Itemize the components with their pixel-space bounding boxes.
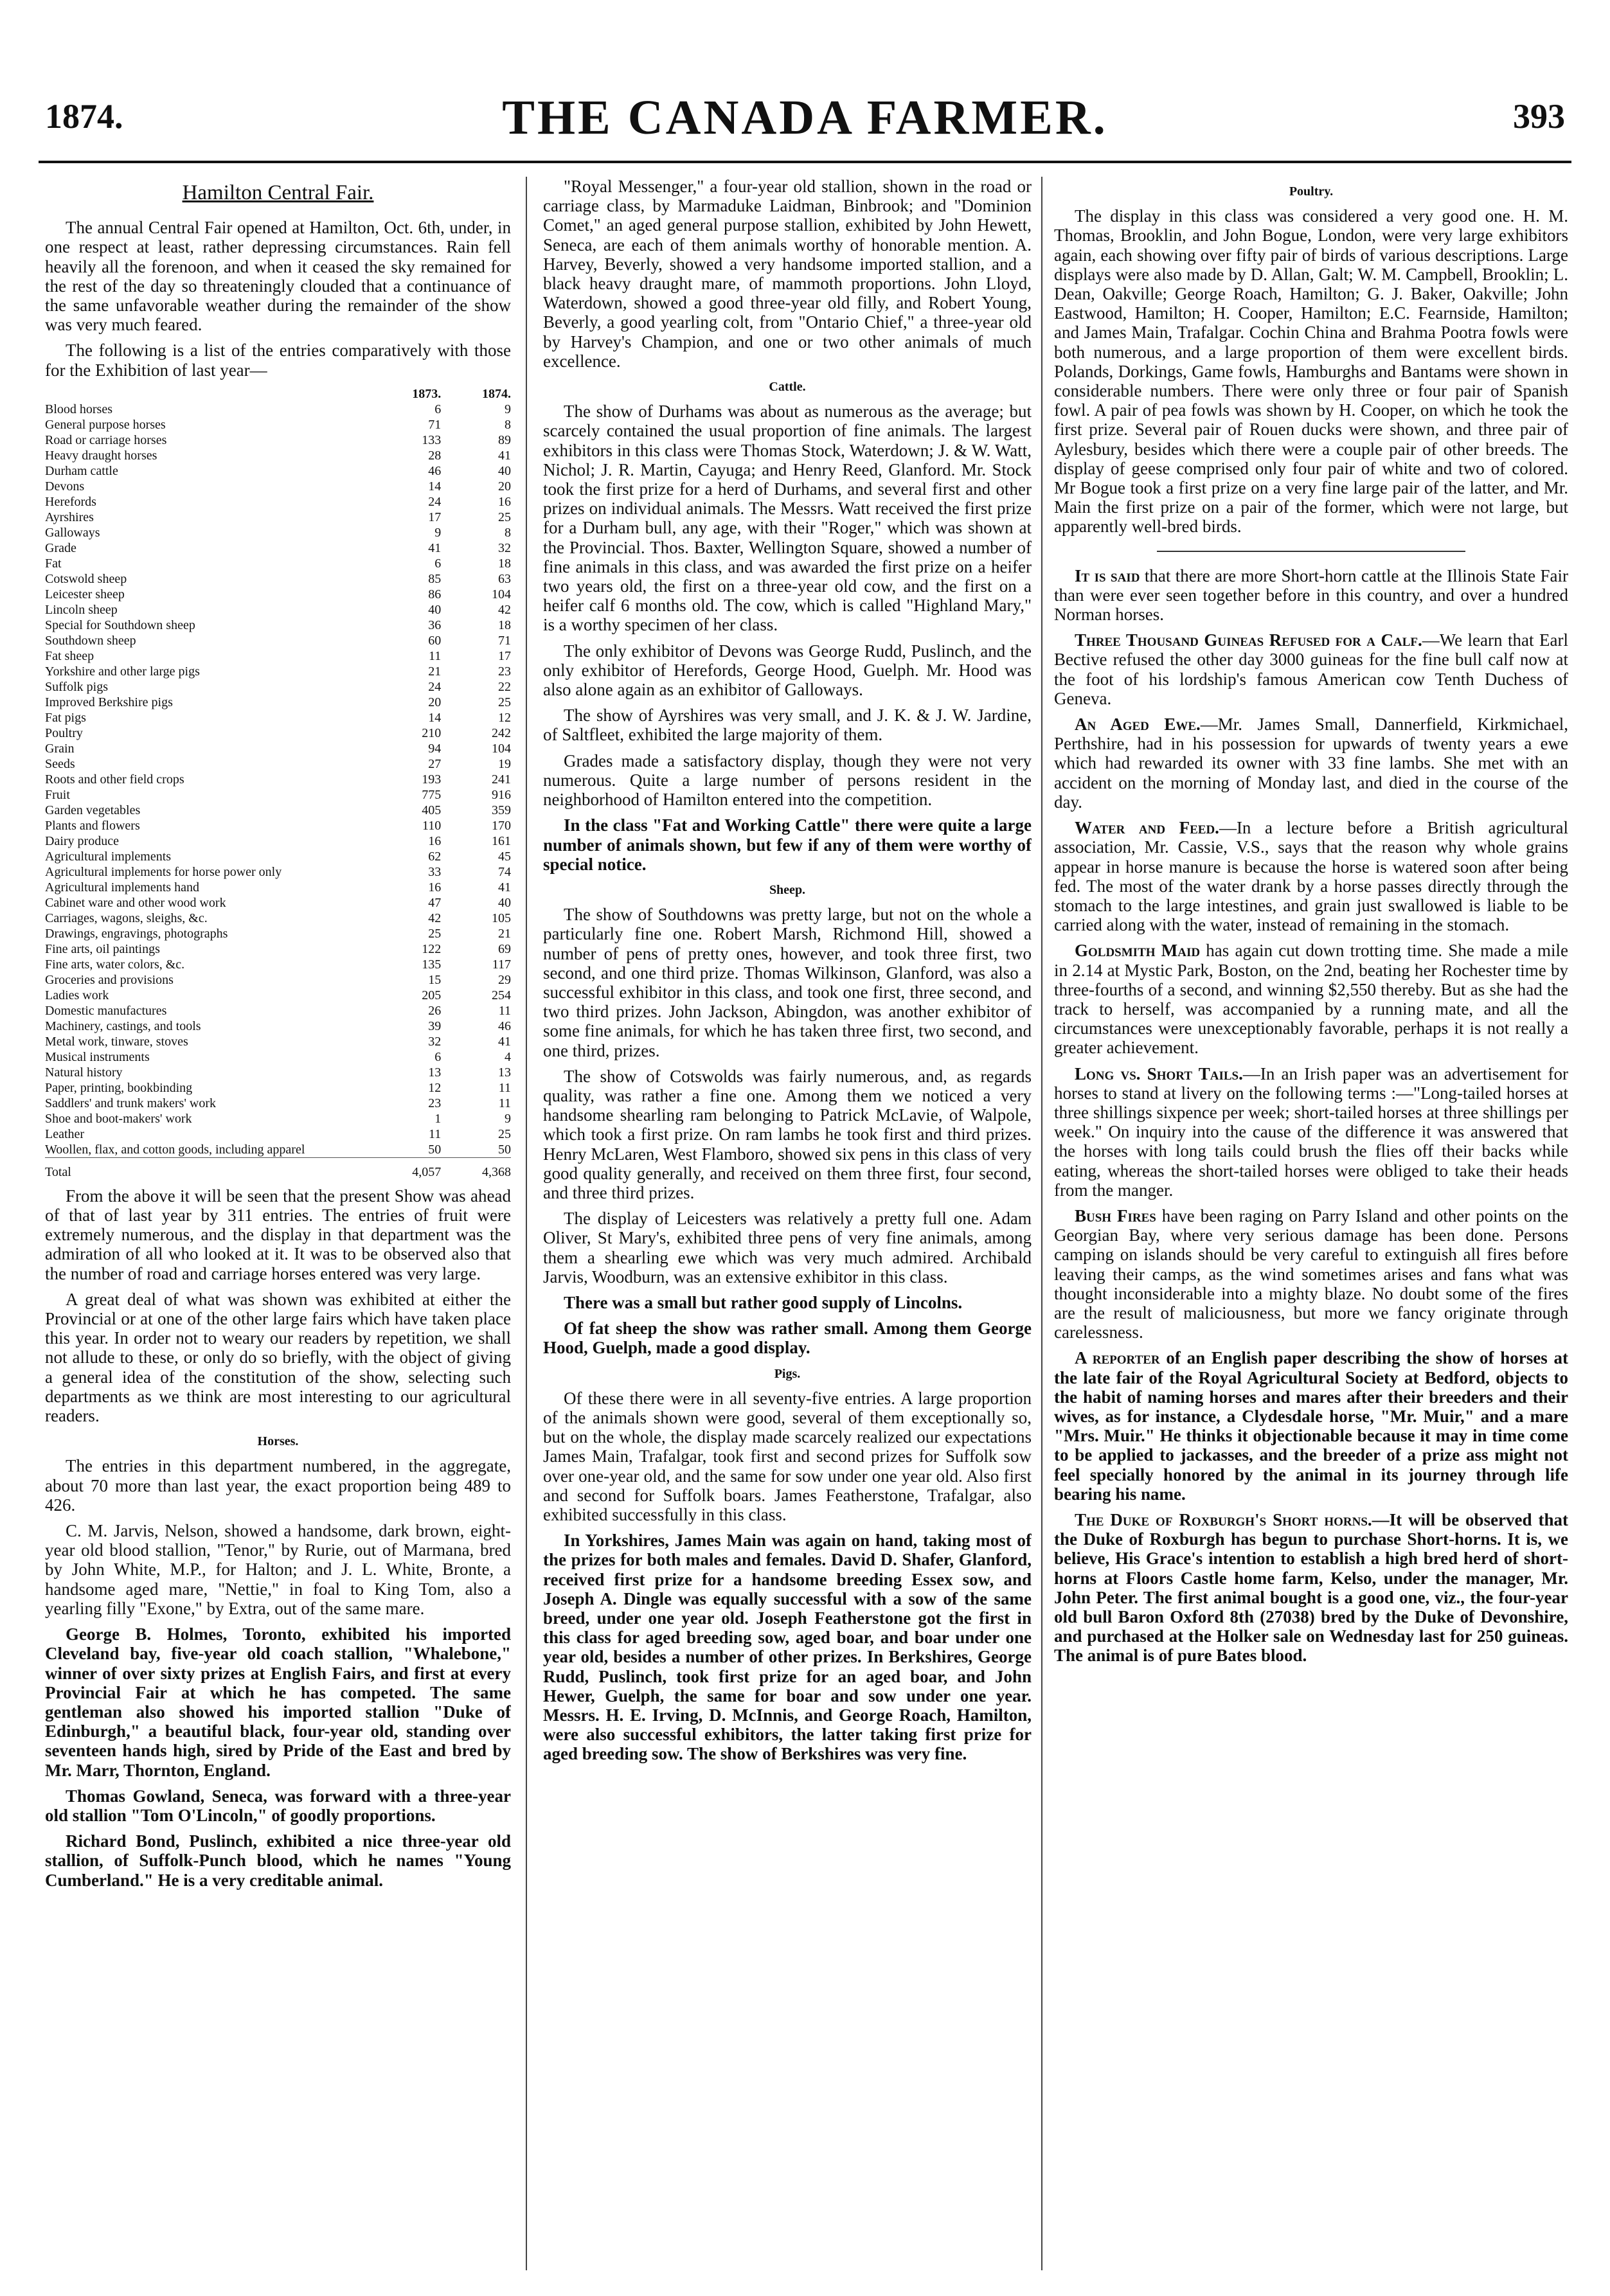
paragraph: In the class "Fat and Working Cattle" there were quite a large number of animals shown, but few if any of them were worthy of special notice. xyxy=(543,815,1032,874)
section-heading: Horses. xyxy=(257,1434,299,1449)
cell-value: 24 xyxy=(428,679,442,694)
paragraph: The annual Central Fair opened at Hamilton, Oct. 6th, under, in one respect at least, rather depressing circumstances. Rain fell heavily all the forenoon, and when it ceased the sky remained for the rest of the day so threateningly clouded that a continuance of the same unfavorable weather during the remainder of the show was very much feared. xyxy=(45,218,511,335)
cell-value: 14 xyxy=(428,710,442,725)
news-item-lead: Bush Fires xyxy=(1075,1206,1156,1225)
row-label: Heavy draught horses xyxy=(45,448,157,463)
cell-value: 27 xyxy=(428,756,442,771)
table-row xyxy=(45,972,511,988)
cell-value: 14 xyxy=(428,479,442,494)
table-row xyxy=(45,1080,511,1096)
cell-value: 36 xyxy=(428,618,442,632)
news-item-text: —We learn that Earl Bective refused the other day 3000 guineas for the fine bull calf now at the foot of his lordship's famous American cow Tenth Duchess of Geneva. xyxy=(1054,630,1568,708)
cell-value: 45 xyxy=(498,849,511,864)
row-label: Fat sheep xyxy=(45,648,94,663)
cell-value: 22 xyxy=(498,679,511,694)
row-label: Grade xyxy=(45,540,76,555)
table-row xyxy=(45,571,511,587)
news-item xyxy=(1054,630,1568,708)
table-row xyxy=(45,633,511,648)
cell-value: 71 xyxy=(498,633,511,648)
table-row xyxy=(45,618,511,633)
cell-value: 105 xyxy=(492,911,511,925)
table-row xyxy=(45,941,511,957)
news-item xyxy=(1054,1064,1568,1200)
cell-value: 41 xyxy=(498,1034,511,1049)
row-label: Blood horses xyxy=(45,402,112,416)
cell-value: 170 xyxy=(492,818,511,833)
row-label: Fine arts, oil paintings xyxy=(45,941,160,956)
table-row xyxy=(45,695,511,710)
cell-value: 69 xyxy=(498,941,511,956)
cell-value: 9 xyxy=(434,525,442,540)
page-number: 393 xyxy=(1513,97,1565,136)
cell-value: 71 xyxy=(428,417,442,432)
table-header-row xyxy=(45,386,511,402)
cell-value: 9 xyxy=(505,402,511,416)
paragraph: In Yorkshires, James Main was again on hand, taking most of the prizes for both males and females. David D. Shafer, Glanford, received first prize for a handsome breeding Essex sow, and Joseph A. Dingle was equally successful with a sow of the same breed, under one year old. Joseph Featherstone got the first in this class for aged breeding sow, aged boar, and boar under one year old, besides a number of other prizes. In Berkshires, George Rudd, Puslinch, took first prize for an aged boar, and John Hewer, Guelph, the same for boar and sow under one year. Messrs. H. E. Irving, D. McInnis, and George Roach, Hamilton, were also successful exhibitors, the latter taking first prize for aged breeding sow. The show of Berkshires was very fine. xyxy=(543,1531,1032,1764)
cell-value: 18 xyxy=(498,618,511,632)
row-label: Lincoln sheep xyxy=(45,602,118,617)
row-label: Drawings, engravings, photographs xyxy=(45,926,228,941)
table-row xyxy=(45,710,511,725)
news-item-lead: An Aged Ewe. xyxy=(1075,715,1201,734)
paragraph: Richard Bond, Puslinch, exhibited a nice three-year old stallion, of Suffolk-Punch blood, which he names "Young Cumberland." He is a very creditable animal. xyxy=(45,1831,511,1890)
row-label: Groceries and provisions xyxy=(45,972,174,987)
cell-value: 33 xyxy=(428,864,442,879)
table-row xyxy=(45,432,511,448)
divider xyxy=(1157,551,1465,552)
table-row xyxy=(45,510,511,525)
cell-value: 32 xyxy=(428,1034,442,1049)
cell-value: 11 xyxy=(428,1126,442,1141)
cell-value: 241 xyxy=(492,772,511,787)
table-row xyxy=(45,926,511,941)
cell-value: 89 xyxy=(498,432,511,447)
cell-value: 4 xyxy=(505,1049,511,1064)
total-value: 4,057 xyxy=(371,1157,442,1180)
paragraph: George B. Holmes, Toronto, exhibited his imported Cleveland bay, five-year old coach stallion, "Whalebone," winner of over sixty prizes at English Fairs, and first at every Provincial Fair at which he has competed. The same gentleman also showed his imported stallion "Duke of Edinburgh," a beautiful black, four-year old, standing over seventeen hands high, sired by Pride of the East and bred by Mr. Marr, Thornton, England. xyxy=(45,1624,511,1780)
row-label: Ayrshires xyxy=(45,510,94,524)
news-items xyxy=(1054,566,1568,1666)
cell-value: 94 xyxy=(428,741,442,756)
row-label: Cabinet ware and other wood work xyxy=(45,895,226,910)
row-label: Garden vegetables xyxy=(45,803,141,817)
cell-value: 17 xyxy=(428,510,442,524)
section-heading: Cattle. xyxy=(769,380,806,395)
paragraph: The display of Leicesters was relatively a pretty full one. Adam Oliver, St Mary's, exhibited three pens of very fine animals, among them a shearling ewe which was very much admired. Archibald Jarvis, Woodburn, was an extensive exhibitor in this class. xyxy=(543,1209,1032,1286)
section-heading: Poultry. xyxy=(1289,184,1334,199)
column-rule xyxy=(1041,177,1042,2270)
news-item-text: —In a lecture before a British agricultural association, Mr. Cassie, V.S., says that the reason why whole grains appear in horse manure is because the horse is watered soon after being fed. The most of the water drank by a horse passes directly through the stomach to the large intestines, and grain just swallowed is liable to be carried along with the water, instead of remaining in the stomach. xyxy=(1054,818,1568,935)
cell-value: 11 xyxy=(498,1080,511,1095)
cell-value: 254 xyxy=(492,988,511,1002)
issue-year: 1874. xyxy=(45,97,123,136)
table-row xyxy=(45,1111,511,1126)
cell-value: 193 xyxy=(422,772,442,787)
cell-value: 60 xyxy=(428,633,442,648)
cell-value: 28 xyxy=(428,448,442,463)
row-label: Plants and flowers xyxy=(45,818,140,833)
paragraph: The entries in this department numbered, in the aggregate, about 70 more than last year, the exact proportion being 489 to 426. xyxy=(45,1456,511,1515)
cell-value: 6 xyxy=(434,556,442,571)
cell-value: 15 xyxy=(428,972,442,987)
paragraph: There was a small but rather good supply of Lincolns. xyxy=(564,1292,963,1312)
cell-value: 50 xyxy=(498,1142,511,1157)
row-label: Agricultural implements hand xyxy=(45,880,199,894)
cell-value: 86 xyxy=(428,587,442,601)
cell-value: 11 xyxy=(498,1096,511,1110)
table-row xyxy=(45,463,511,479)
row-label: Agricultural implements xyxy=(45,849,172,864)
cell-value: 29 xyxy=(498,972,511,987)
row-label: Natural history xyxy=(45,1065,123,1080)
cell-value: 16 xyxy=(428,880,442,894)
cell-value: 50 xyxy=(428,1142,442,1157)
news-item xyxy=(1054,1348,1568,1504)
table-row xyxy=(45,479,511,494)
news-item-lead: The Duke of Roxburgh's Short horns. xyxy=(1075,1510,1372,1529)
cell-value: 9 xyxy=(505,1111,511,1126)
cell-value: 47 xyxy=(428,895,442,910)
row-label: Grain xyxy=(45,741,75,756)
row-label: Fat pigs xyxy=(45,710,86,725)
cell-value: 110 xyxy=(422,818,442,833)
cell-value: 41 xyxy=(428,540,442,555)
paragraph: The show of Southdowns was pretty large, but not on the whole a particularly fine one. Robert Marsh, Richmond Hill, showed a number of pens of pretty ones, however, and took three first, two second, and one third prize. Thomas Wilkinson, Glanford, was also a successful exhibitor in this class, and took one first, three second, and two third prizes. John Jackson, Abingdon, was another exhibitor of some fine animals, for which he has taken three first, two second, and one third, prizes. xyxy=(543,905,1032,1060)
total-value: 4,368 xyxy=(441,1157,511,1180)
table-row xyxy=(45,602,511,618)
section-heading: Pigs. xyxy=(774,1366,801,1381)
paragraph: Thomas Gowland, Seneca, was forward with a three-year old stallion "Tom O'Lincoln," of goodly proportions. xyxy=(45,1786,511,1825)
news-item-lead: It is said xyxy=(1075,565,1140,585)
cell-value: 42 xyxy=(428,911,442,925)
table-row xyxy=(45,1126,511,1142)
paragraph: The show of Cotswolds was fairly numerous, and, as regards quality, was rather a fine one. Among them we noticed a very handsome shearling ram belonging to Patrick McLavie, of Walpole, which took a first prize. On ram lambs he took first and third prizes. Henry McLaren, West Flamboro, showed six pens in this class of very good quality generally, and received on them three first, four second, and three third prizes. xyxy=(543,1066,1032,1202)
news-item xyxy=(1054,1510,1568,1666)
cell-value: 12 xyxy=(498,710,511,725)
table-row xyxy=(45,803,511,818)
row-label: Fat xyxy=(45,556,62,571)
row-label: Roots and other field crops xyxy=(45,772,184,787)
cell-value: 104 xyxy=(492,587,511,601)
news-item-text: have been raging on Parry Island and other points on the Georgian Bay, where very serious damage has been done. Persons camping on islands should be very careful to extinguish all fires before leaving their camps, as the wind sometimes arises and fans what was thought inconsiderable into a mighty blaze. No doubt some of the fires are the result of maliciousness, but more we fancy originate through carelessness. xyxy=(1054,1206,1568,1342)
cell-value: 25 xyxy=(428,926,442,941)
table-row xyxy=(45,648,511,664)
column-header: 1873. xyxy=(412,386,442,401)
cell-value: 6 xyxy=(434,402,442,416)
cell-value: 74 xyxy=(498,864,511,879)
cell-value: 161 xyxy=(492,833,511,848)
row-label: Fine arts, water colors, &c. xyxy=(45,957,185,972)
cell-value: 32 xyxy=(498,540,511,555)
cell-value: 21 xyxy=(498,926,511,941)
cell-value: 24 xyxy=(428,494,442,509)
row-label: Saddlers' and trunk makers' work xyxy=(45,1096,217,1110)
cell-value: 1 xyxy=(434,1111,442,1126)
cell-value: 242 xyxy=(492,725,511,740)
table-row xyxy=(45,756,511,772)
cell-value: 40 xyxy=(498,463,511,478)
row-label: Agricultural implements for horse power only xyxy=(45,864,282,879)
row-label: Herefords xyxy=(45,494,96,509)
table-row xyxy=(45,556,511,571)
table-row xyxy=(45,741,511,756)
row-label: Cotswold sheep xyxy=(45,571,127,586)
article-title: Hamilton Central Fair. xyxy=(182,181,374,204)
table-row xyxy=(45,494,511,510)
cell-value: 12 xyxy=(428,1080,442,1095)
cell-value: 133 xyxy=(422,432,442,447)
news-item-lead: A reporter xyxy=(1075,1348,1160,1368)
row-label: Leicester sheep xyxy=(45,587,125,601)
table-row xyxy=(45,1003,511,1019)
cell-value: 135 xyxy=(422,957,442,972)
column-1 xyxy=(45,177,511,2270)
cell-value: 8 xyxy=(505,525,511,540)
row-label: Metal work, tinware, stoves xyxy=(45,1034,188,1049)
cell-value: 62 xyxy=(428,849,442,864)
row-label: Shoe and boot-makers' work xyxy=(45,1111,192,1126)
news-item-lead: Long vs. Short Tails. xyxy=(1075,1063,1243,1083)
entries-table xyxy=(45,386,511,1180)
newspaper-title: THE CANADA FARMER. xyxy=(502,91,1108,145)
paragraph: The following is a list of the entries comparatively with those for the Exhibition of last year— xyxy=(45,341,511,380)
cell-value: 41 xyxy=(498,880,511,894)
table-row xyxy=(45,988,511,1003)
cell-value: 23 xyxy=(428,1096,442,1110)
table-row xyxy=(45,664,511,679)
cell-value: 359 xyxy=(492,803,511,817)
news-item xyxy=(1054,715,1568,812)
row-label: Durham cattle xyxy=(45,463,118,478)
table-row xyxy=(45,880,511,895)
row-label: Dairy produce xyxy=(45,833,119,848)
cell-value: 775 xyxy=(422,787,442,802)
table-row xyxy=(45,911,511,926)
table-row xyxy=(45,957,511,972)
table-row xyxy=(45,679,511,695)
table-total-row xyxy=(45,1157,511,1180)
paragraph: A great deal of what was shown was exhibited at either the Provincial or at one of the other large fairs which have taken place this year. In order not to weary our readers by repetition, we shall not allude to these, or only do so briefly, with the object of giving a general idea of the constitution of the show, selecting such departments as we think are most interesting to our agricultural readers. xyxy=(45,1289,511,1426)
paragraph: Grades made a satisfactory display, though they were not very numerous. Quite a large number of persons resident in the neighborhood of Hamilton entered into the competition. xyxy=(543,751,1032,810)
row-label: Ladies work xyxy=(45,988,109,1002)
news-item-lead: Goldsmith Maid xyxy=(1075,941,1201,961)
paragraph: The display in this class was considered a very good one. H. M. Thomas, Brooklin, and John Bogue, London, were very large exhibitors again, each showing over fifty pair of birds of various descriptions. Large displays were also made by D. Allan, Galt; W. M. Campbell, Brooklin; L. Dean, Oakville; George Roach, Hamilton; G. J. Baker, Oakville; John Eastwood, Hamilton; H. Cooper, Hamilton; E.C. Fearnside, Hamilton; and James Main, Trafalgar. Cochin China and Brahma Pootra fowls were both numerous, and a large proportion of them were excellent birds. Polands, Dorkings, Game fowls, Hamburghs and Bantams were shown in considerable numbers. There were only three or four pair of Spanish fowl. A pair of pea fowls was shown by H. Cooper, on which he took the first prize. Several pair of Rouen ducks were shown, and three pair of Aylesbury, besides which there were a couple pair of other breeds. The display of geese comprised only four pair of white and two of colored. Mr Bogue took a first prize on a very fine large pair of the latter, and Mr. Main the first prize on a pair of the former, which were not large, but apparently well-bred birds. xyxy=(1054,206,1568,537)
row-label: Yorkshire and other large pigs xyxy=(45,664,200,679)
news-item xyxy=(1054,566,1568,625)
table-row xyxy=(45,1019,511,1034)
news-item-lead: Water and Feed. xyxy=(1075,818,1219,838)
cell-value: 13 xyxy=(498,1065,511,1080)
section-heading: Sheep. xyxy=(769,882,806,897)
table-row xyxy=(45,864,511,880)
cell-value: 16 xyxy=(428,833,442,848)
cell-value: 26 xyxy=(428,1003,442,1018)
cell-value: 122 xyxy=(422,941,442,956)
table-row xyxy=(45,402,511,417)
cell-value: 23 xyxy=(498,664,511,679)
row-label: Poultry xyxy=(45,725,83,740)
cell-value: 117 xyxy=(492,957,511,972)
row-label: Woollen, flax, and cotton goods, including apparel xyxy=(45,1142,305,1157)
table-row xyxy=(45,849,511,864)
table-row xyxy=(45,587,511,602)
column-rule xyxy=(526,177,527,2270)
cell-value: 42 xyxy=(498,602,511,617)
row-label: Fruit xyxy=(45,787,70,802)
news-item-text: has again cut down trotting time. She made a mile in 2.14 at Mystic Park, Boston, on the 2nd, beating her Rochester time by three-fourths of a second, and winning $2,550 thereby. But as she had the track to herself, was accompanied by a running mate, and all the circumstances were unexceptionably favorable, perhaps it is not really a greater achievement. xyxy=(1054,941,1568,1058)
column-2 xyxy=(543,177,1032,2270)
cell-value: 46 xyxy=(498,1019,511,1033)
cell-value: 405 xyxy=(422,803,442,817)
cell-value: 21 xyxy=(428,664,442,679)
cell-value: 16 xyxy=(498,494,511,509)
news-item xyxy=(1054,941,1568,1057)
row-label: Domestic manufactures xyxy=(45,1003,167,1018)
cell-value: 205 xyxy=(422,988,442,1002)
paragraph: The only exhibitor of Devons was George Rudd, Puslinch, and the only exhibitor of Herefords, George Hood, Guelph. Mr. Hood was also alone again as an exhibitor of Galloways. xyxy=(543,641,1032,700)
cell-value: 104 xyxy=(492,741,511,756)
row-label: Galloways xyxy=(45,525,100,540)
row-label: Paper, printing, bookbinding xyxy=(45,1080,193,1095)
paragraph: "Royal Messenger," a four-year old stallion, shown in the road or carriage class, by Marmaduke Laidman, Binbrook; and "Dominion Comet," an aged general purpose stallion, exhibited by John Hewett, Seneca, are each of them animals worthy of honorable mention. A. Harvey, Beverly, showed a very handsome imported stallion, and a black heavy draught mare, of mammoth proportions. John Lloyd, Waterdown, showed a good three-year old filly, and Robert Young, Beverly, a good yearling colt, from "Ontario Chief," a three-year old by Harvey's Champion, and one or two other animals of much excellence. xyxy=(543,177,1032,371)
cell-value: 8 xyxy=(505,417,511,432)
row-label: Leather xyxy=(45,1126,85,1141)
cell-value: 40 xyxy=(498,895,511,910)
paragraph: Of these there were in all seventy-five entries. A large proportion of the animals shown were good, several of them exceptionally so, but on the whole, the display made scarcely realized our expectations James Main, Trafalgar, took first and second prizes for Suffolk sow over one-year old, and the same for sow under one year old. Also first and second for Suffolk boars. James Featherstone, Trafalgar, also exhibited successfully in this class. xyxy=(543,1388,1032,1524)
cell-value: 85 xyxy=(428,571,442,586)
table-row xyxy=(45,1049,511,1065)
table-row xyxy=(45,417,511,432)
paragraph: From the above it will be seen that the present Show was ahead of that of last year by 311 entries. The entries of fruit were extremely numerous, and the display in that department was the admiration of all who looked at it. It was to be observed also that the number of road and carriage horses entered was very large. xyxy=(45,1186,511,1283)
row-label: Southdown sheep xyxy=(45,633,136,648)
cell-value: 41 xyxy=(498,448,511,463)
cell-value: 46 xyxy=(428,463,442,478)
row-label: Road or carriage horses xyxy=(45,432,167,447)
row-label: Devons xyxy=(45,479,85,494)
cell-value: 19 xyxy=(498,756,511,771)
news-item-text: of an English paper describing the show of horses at the late fair of the Royal Agricultural Society at Bedford, objects to the habit of naming horses and mares after their breeders and their wives, as for instance, a Clydesdale horse, "Mr. Muir," and a mare "Mrs. Muir." He thinks it objectionable because it may in time come to be applied to jackasses, and the breeder of a prize ass might not feel specially honored by the animal in its journey through life bearing his name. xyxy=(1054,1348,1568,1504)
row-label: Musical instruments xyxy=(45,1049,150,1064)
news-item-text: —In an Irish paper was an advertisement for horses to stand at livery on the following terms :—"Long-tailed horses at three shillings sixpence per week; short-tailed horses at three shillings per week." On inquiry into the cause of the difference it was answered that the horses with long tails could brush the flies off their backs while eating, whereas the short-tailed horses were obliged to take their heads from the manger. xyxy=(1054,1063,1568,1200)
table-row xyxy=(45,1096,511,1111)
paragraph: The show of Ayrshires was very small, and J. K. & J. W. Jardine, of Saltfleet, exhibited the large majority of them. xyxy=(543,706,1032,745)
cell-value: 25 xyxy=(498,695,511,709)
table-row xyxy=(45,787,511,803)
table-row xyxy=(45,895,511,911)
news-item-text: that there are more Short-horn cattle at the Illinois State Fair than were ever seen together before in this country, and over a hundred Norman horses. xyxy=(1054,565,1568,625)
table-row xyxy=(45,525,511,540)
cell-value: 20 xyxy=(428,695,442,709)
news-item xyxy=(1054,1206,1568,1342)
news-item xyxy=(1054,818,1568,934)
cell-value: 39 xyxy=(428,1019,442,1033)
row-label: Seeds xyxy=(45,756,75,771)
cell-value: 18 xyxy=(498,556,511,571)
table-row xyxy=(45,1142,511,1158)
cell-value: 6 xyxy=(434,1049,442,1064)
paragraph: The show of Durhams was about as numerous as the average; but scarcely contained the usual proportion of fine animals. The largest exhibitors in this class were Thomas Stock, Waterdown; J. & W. Watt, Nichol; J. R. Martin, Cayuga; and Henry Reed, Glanford. Mr. Stock took the first prize for a herd of Durhams, and several first and other prizes on individual animals. The Messrs. Watt received the first prize for a Durham bull, any age, with their "Roger," which was shown at the Provincial. Thos. Baxter, Wellington Square, showed a number of fine animals in this class, and was awarded the first prize on a heifer two years old, the first on a three-year old cow, and the first on a heifer calf 6 months old. The cow, which is called "Highland Mary," is a worthy specimen of her class. xyxy=(543,402,1032,635)
cell-value: 13 xyxy=(428,1065,442,1080)
masthead xyxy=(39,90,1571,163)
cell-value: 210 xyxy=(422,725,442,740)
table-row xyxy=(45,833,511,849)
row-label: Improved Berkshire pigs xyxy=(45,695,173,709)
total-label: Total xyxy=(45,1157,371,1180)
table-row xyxy=(45,1034,511,1049)
cell-value: 25 xyxy=(498,510,511,524)
row-label: Carriages, wagons, sleighs, &c. xyxy=(45,911,208,925)
news-item-text: —Mr. James Small, Dannerfield, Kirkmichael, Perthshire, had in his possession for upwards of twenty years a ewe which had rewarded its owner with 33 fine lambs. She met with an accident on the morning of Monday last, and died in the course of the day. xyxy=(1054,715,1568,812)
table-row xyxy=(45,772,511,787)
cell-value: 40 xyxy=(428,602,442,617)
table-row xyxy=(45,1065,511,1080)
table-row xyxy=(45,448,511,463)
news-item-text: —It will be observed that the Duke of Roxburgh has begun to purchase Short-horns. It is, we believe, His Grace's intention to establish a high bred herd of short-horns at Floors Castle home farm, Kelso, under the manager, Mr. John Peter. The first animal bought is a good one, viz., the four-year old bull Baron Oxford 8th (27038) bred by the Duke of Devonshire, and purchased at the Holker sale on Wednesday last for 250 guineas. The animal is of pure Bates blood. xyxy=(1054,1510,1568,1666)
row-label: General purpose horses xyxy=(45,417,166,432)
row-label: Machinery, castings, and tools xyxy=(45,1019,201,1033)
paragraph: Of fat sheep the show was rather small. Among them George Hood, Guelph, made a good display. xyxy=(543,1319,1032,1358)
table-row xyxy=(45,818,511,833)
column-header: 1874. xyxy=(482,386,511,401)
news-item-lead: Three Thousand Guineas Refused for a Calf. xyxy=(1075,630,1422,650)
table-row xyxy=(45,540,511,556)
row-label: Special for Southdown sheep xyxy=(45,618,195,632)
cell-value: 17 xyxy=(498,648,511,663)
table-row xyxy=(45,725,511,741)
paragraph: C. M. Jarvis, Nelson, showed a handsome, dark brown, eight-year old blood stallion, "Tenor," by Rurie, out of Marmana, bred by John White, M.P., for Halton; and J. L. White, Bronte, a handsome aged mare, "Nettie," in foal to King Tom, also a yearling filly "Exone," by Extra, out of the same mare. xyxy=(45,1521,511,1618)
cell-value: 916 xyxy=(492,787,511,802)
cell-value: 20 xyxy=(498,479,511,494)
cell-value: 25 xyxy=(498,1126,511,1141)
column-3 xyxy=(1054,177,1568,2270)
cell-value: 11 xyxy=(428,648,442,663)
cell-value: 11 xyxy=(498,1003,511,1018)
row-label: Suffolk pigs xyxy=(45,679,108,694)
cell-value: 63 xyxy=(498,571,511,586)
